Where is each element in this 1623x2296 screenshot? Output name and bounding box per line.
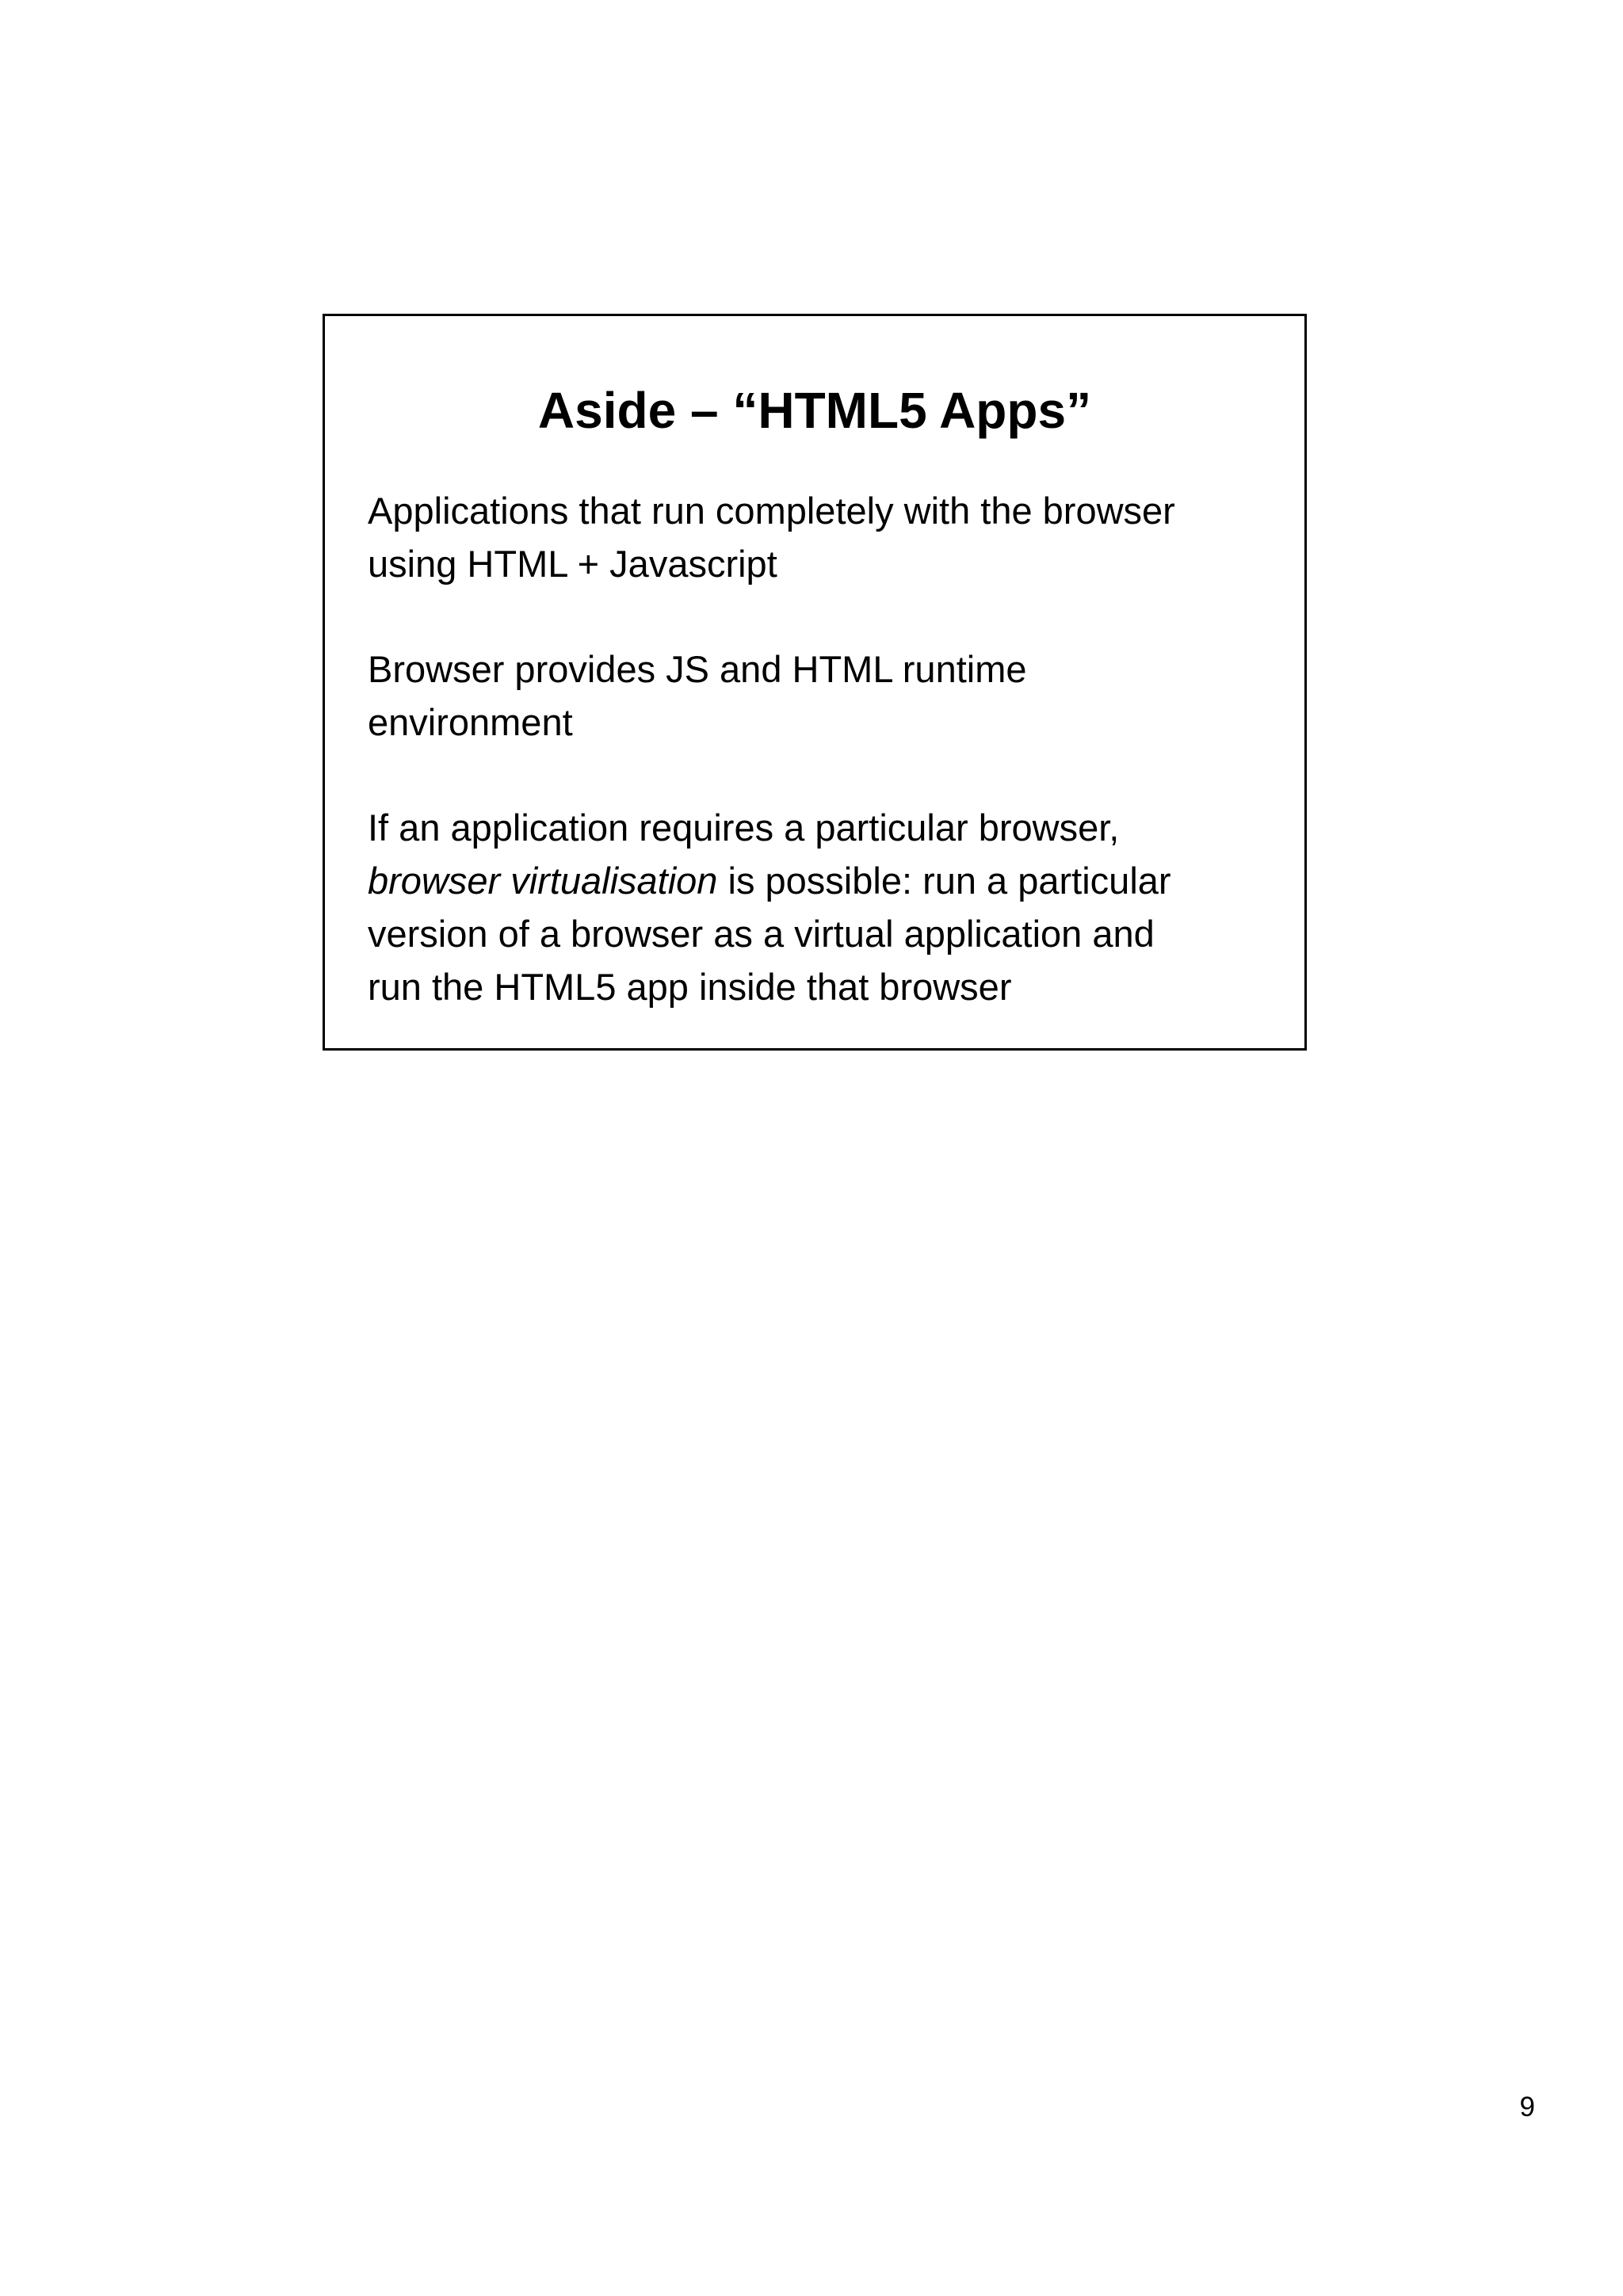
slide-title: Aside – “HTML5 Apps” xyxy=(537,382,1092,439)
paragraph-line: using HTML + Javascript xyxy=(368,543,777,585)
paragraph-line-rest: is possible: run a particular xyxy=(717,860,1171,902)
slide-frame xyxy=(323,314,1307,1051)
paragraph-line: Browser provides JS and HTML runtime xyxy=(368,648,1027,690)
paragraph-browser-runtime xyxy=(368,643,1287,749)
page-number: 9 xyxy=(1519,2092,1535,2122)
paragraph-line: run the HTML5 app inside that browser xyxy=(368,966,1012,1008)
paragraph-browser-virtualisation xyxy=(368,801,1287,1013)
slide-body xyxy=(368,484,1287,1013)
paragraph-line: version of a browser as a virtual application and xyxy=(368,913,1155,955)
paragraph-line: If an application requires a particular browser, xyxy=(368,807,1120,849)
browser-virtualisation-term: browser virtualisation xyxy=(368,860,718,902)
paragraph-line: Applications that run completely with the browser xyxy=(368,490,1175,532)
paragraph-line: environment xyxy=(368,701,573,743)
paragraph-html5-apps-definition xyxy=(368,484,1287,590)
